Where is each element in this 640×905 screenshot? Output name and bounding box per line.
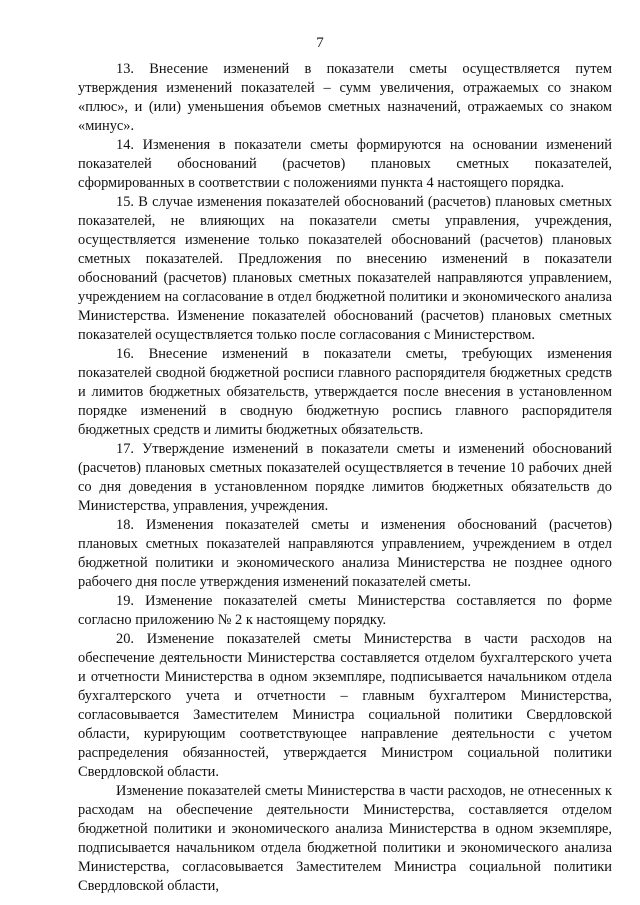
paragraph-14: 14. Изменения в показатели сметы формируются на основании изменений показателей обоснований (расчетов) плановых сметных показателей, сформированных в соответствии с положениями пункта 4 настоящего порядка. xyxy=(78,137,612,191)
paragraph-18: 18. Изменения показателей сметы и изменения обоснований (расчетов) плановых сметных показателей направляются управлением, учреждением в отдел бюджетной политики и экономического анализа Министерства не позднее одного рабочего дня после утверждения изменений показателей сметы. xyxy=(78,517,612,590)
paragraph-19: 19. Изменение показателей сметы Министерства составляется по форме согласно приложению № 2 к настоящему порядку. xyxy=(78,593,612,628)
paragraph-20-continued: Изменение показателей сметы Министерства в части расходов, не отнесенных к расходам на обеспечение деятельности Министерства, составляется отделом бюджетной политики и экономического анализа Министерства в одном экземпляре, подписывается начальником отдела бюджетной политики и экономического анализа Министерства, согласовывается Заместителем Министра социальной политики Свердловской области, xyxy=(78,783,612,894)
paragraph-20: 20. Изменение показателей сметы Министерства в части расходов на обеспечение деятельности Министерства составляется отделом бухгалтерского учета и отчетности Министерства в одном экземпляре, подписывается начальником отдела бухгалтерского учета и отчетности – главным бухгалтером Министерства, согласовывается Заместителем Министра социальной политики Свердловской области, курирующим соответствующее направление деятельности с учетом распределения обязанностей, утверждается Министром социальной политики Свердловской области. xyxy=(78,631,612,780)
document-body xyxy=(78,60,612,896)
paragraph-15: 15. В случае изменения показателей обоснований (расчетов) плановых сметных показателей, не влияющих на показатели сметы управления, учреждения, осуществляется изменение только показателей обоснований (расчетов) плановых сметных показателей. Предложения по внесению изменений в показатели обоснований (расчетов) плановых сметных показателей направляются управлением, учреждением на согласование в отдел бюджетной политики и экономического анализа Министерства. Изменение показателей обоснований (расчетов) плановых сметных показателей осуществляется только после согласования с Министерством. xyxy=(78,194,612,343)
paragraph-17: 17. Утверждение изменений в показатели сметы и изменений обоснований (расчетов) плановых сметных показателей осуществляется в течение 10 рабочих дней со дня доведения в установленном порядке лимитов бюджетных обязательств до Министерства, управления, учреждения. xyxy=(78,441,612,514)
paragraph-16: 16. Внесение изменений в показатели сметы, требующих изменения показателей сводной бюджетной росписи главного распорядителя бюджетных средств и лимитов бюджетных обязательств, утверждается после внесения в установленном порядке изменений в сводную бюджетную роспись главного распорядителя бюджетных средств и лимиты бюджетных обязательств. xyxy=(78,346,612,438)
page-number: 7 xyxy=(316,35,324,51)
paragraph-13: 13. Внесение изменений в показатели сметы осуществляется путем утверждения изменений показателей – сумм увеличения, отражаемых со знаком «плюс», и (или) уменьшения объемов сметных назначений, отражаемых со знаком «минус». xyxy=(78,61,612,134)
